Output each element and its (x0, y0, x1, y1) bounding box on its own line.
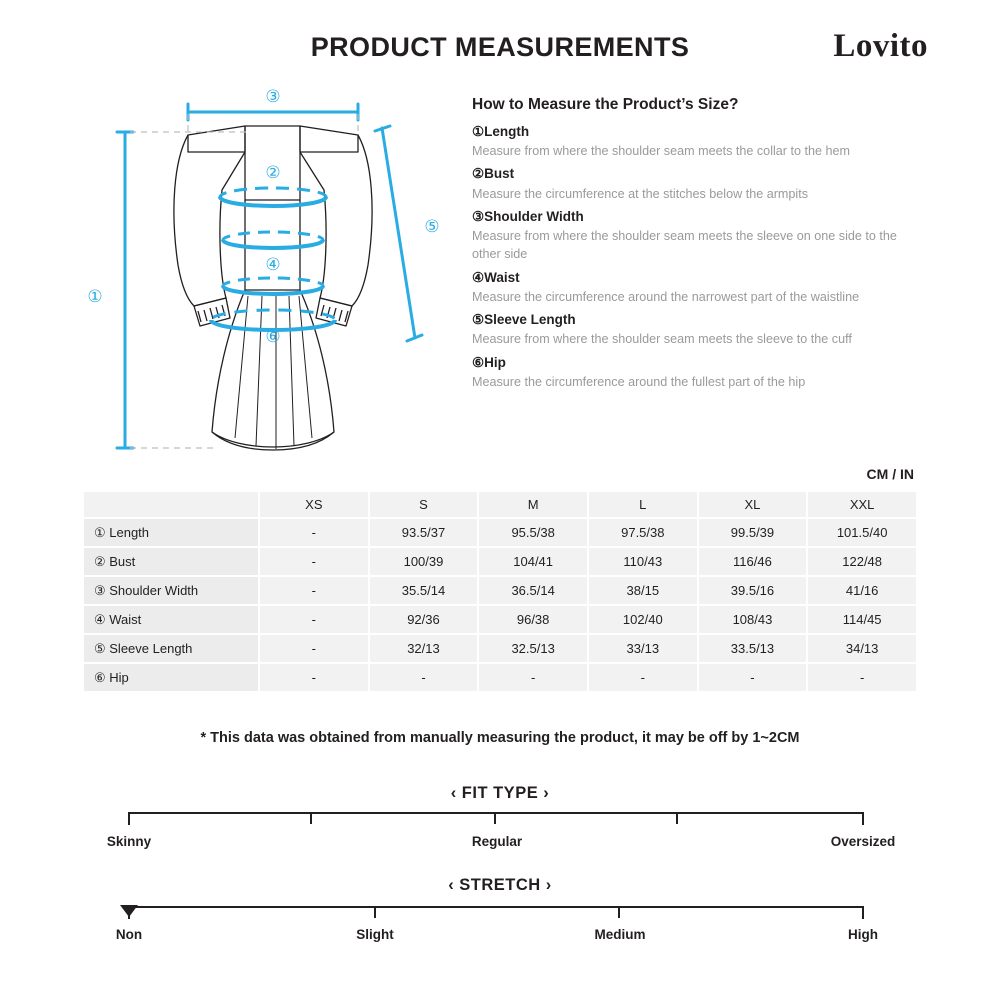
fit-type-axis (128, 812, 864, 826)
cell: 104/41 (479, 548, 587, 575)
stretch-axis (128, 906, 864, 920)
units-label: CM / IN (866, 466, 914, 482)
axis-tick (862, 906, 864, 919)
cell: 108/43 (699, 606, 807, 633)
measure-item-desc: Measure the circumference at the stitches below the armpits (472, 186, 808, 201)
measure-item-sleeve-length (472, 311, 912, 348)
table-row (84, 664, 916, 691)
stretch-marker-icon (120, 905, 138, 917)
axis-tick (618, 906, 620, 918)
cell: 34/13 (808, 635, 916, 662)
col-header-xl: XL (699, 492, 807, 517)
cell: 35.5/14 (370, 577, 478, 604)
cell: 32/13 (370, 635, 478, 662)
stretch-label-high: High (848, 927, 878, 942)
fit-type-labels (0, 834, 1000, 852)
cell: 97.5/38 (589, 519, 697, 546)
cell: - (370, 664, 478, 691)
row-label: ⑤ Sleeve Length (84, 635, 258, 662)
row-label: ⑥ Hip (84, 664, 258, 691)
cell: - (260, 664, 368, 691)
col-header-l: L (589, 492, 697, 517)
table-row (84, 577, 916, 604)
row-label: ③ Shoulder Width (84, 577, 258, 604)
table-row (84, 635, 916, 662)
stretch-labels (0, 927, 1000, 945)
measure-item-title: ②Bust (472, 166, 515, 182)
cell: 95.5/38 (479, 519, 587, 546)
cell: 92/36 (370, 606, 478, 633)
row-label: ① Length (84, 519, 258, 546)
size-table (82, 490, 918, 693)
cell: - (260, 635, 368, 662)
col-header-m: M (479, 492, 587, 517)
measure-item-shoulder-width (472, 208, 912, 264)
measure-item-title: ③Shoulder Width (472, 208, 584, 224)
col-header-s: S (370, 492, 478, 517)
brand-logo: Lovito (833, 28, 928, 64)
page-title: PRODUCT MEASUREMENTS (310, 32, 690, 62)
how-to-measure-heading: How to Measure the Product’s Size? (472, 96, 739, 113)
cell: 32.5/13 (479, 635, 587, 662)
callout-4: ④ (265, 255, 281, 274)
stretch-label-medium: Medium (594, 927, 646, 942)
axis-tick (374, 906, 376, 918)
measure-item-desc: Measure from where the shoulder seam meets the sleeve on one side to the other side (472, 229, 897, 262)
row-label: ② Bust (84, 548, 258, 575)
cell: - (260, 606, 368, 633)
measure-item-length (472, 123, 912, 160)
measure-item-desc: Measure the circumference around the fullest part of the hip (472, 374, 806, 389)
measure-item-waist (472, 269, 912, 306)
cell: 33.5/13 (699, 635, 807, 662)
fit-type-label-oversized: Oversized (830, 834, 896, 849)
cell: 36.5/14 (479, 577, 587, 604)
cell: 41/16 (808, 577, 916, 604)
how-to-measure-section (472, 96, 912, 391)
cell: 116/46 (699, 548, 807, 575)
cell: 100/39 (370, 548, 478, 575)
cell: 96/38 (479, 606, 587, 633)
measure-item-desc: Measure from where the shoulder seam meets the collar to the hem (472, 144, 850, 159)
cell: - (808, 664, 916, 691)
axis-tick (676, 812, 678, 824)
stretch-title: ‹ STRETCH › (448, 876, 552, 894)
table-row (84, 548, 916, 575)
measure-item-desc: Measure from where the shoulder seam meets the sleeve to the cuff (472, 332, 852, 347)
cell: 93.5/37 (370, 519, 478, 546)
measure-item-title: ①Length (472, 124, 530, 139)
axis-tick (128, 812, 130, 825)
col-header-xxl: XXL (808, 492, 916, 517)
callout-2: ② (265, 163, 281, 182)
cell: 102/40 (589, 606, 697, 633)
stretch-label-slight: Slight (356, 927, 394, 942)
fit-type-title: ‹ FIT TYPE › (450, 784, 550, 802)
table-row (84, 519, 916, 546)
table-header-row (84, 492, 916, 517)
measure-item-title: ⑤Sleeve Length (472, 312, 576, 328)
cell: - (479, 664, 587, 691)
cell: - (260, 519, 368, 546)
fit-type-label-regular: Regular (471, 834, 523, 849)
cell: 101.5/40 (808, 519, 916, 546)
measure-item-title: ⑥Hip (472, 354, 506, 370)
measure-item-desc: Measure the circumference around the narrowest part of the waistline (472, 289, 860, 304)
callout-5: ⑤ (424, 217, 440, 236)
measure-item-bust (472, 165, 912, 202)
cell: 39.5/16 (699, 577, 807, 604)
axis-tick (862, 812, 864, 825)
size-table-wrapper (82, 490, 918, 693)
callout-3: ③ (265, 87, 281, 106)
cell: - (260, 577, 368, 604)
cell: 33/13 (589, 635, 697, 662)
measure-item-title: ④Waist (472, 269, 520, 285)
cell: 122/48 (808, 548, 916, 575)
callout-6: ⑥ (265, 327, 281, 346)
measure-item-hip (472, 354, 912, 391)
cell: 114/45 (808, 606, 916, 633)
cell: 110/43 (589, 548, 697, 575)
axis-tick (310, 812, 312, 824)
table-row (84, 606, 916, 633)
cell: 99.5/39 (699, 519, 807, 546)
garment-measurement-diagram (70, 80, 470, 470)
axis-line (128, 812, 864, 814)
stretch-label-non: Non (115, 927, 143, 942)
col-header-xs: XS (260, 492, 368, 517)
col-header-measurement (84, 492, 258, 517)
row-label: ④ Waist (84, 606, 258, 633)
cell: 38/15 (589, 577, 697, 604)
axis-tick (494, 812, 496, 824)
callout-1: ① (87, 287, 103, 306)
cell: - (589, 664, 697, 691)
fit-type-label-skinny: Skinny (106, 834, 152, 849)
cell: - (260, 548, 368, 575)
axis-line (128, 906, 864, 908)
measurement-note: * This data was obtained from manually measuring the product, it may be off by 1~2CM (200, 730, 800, 746)
cell: - (699, 664, 807, 691)
